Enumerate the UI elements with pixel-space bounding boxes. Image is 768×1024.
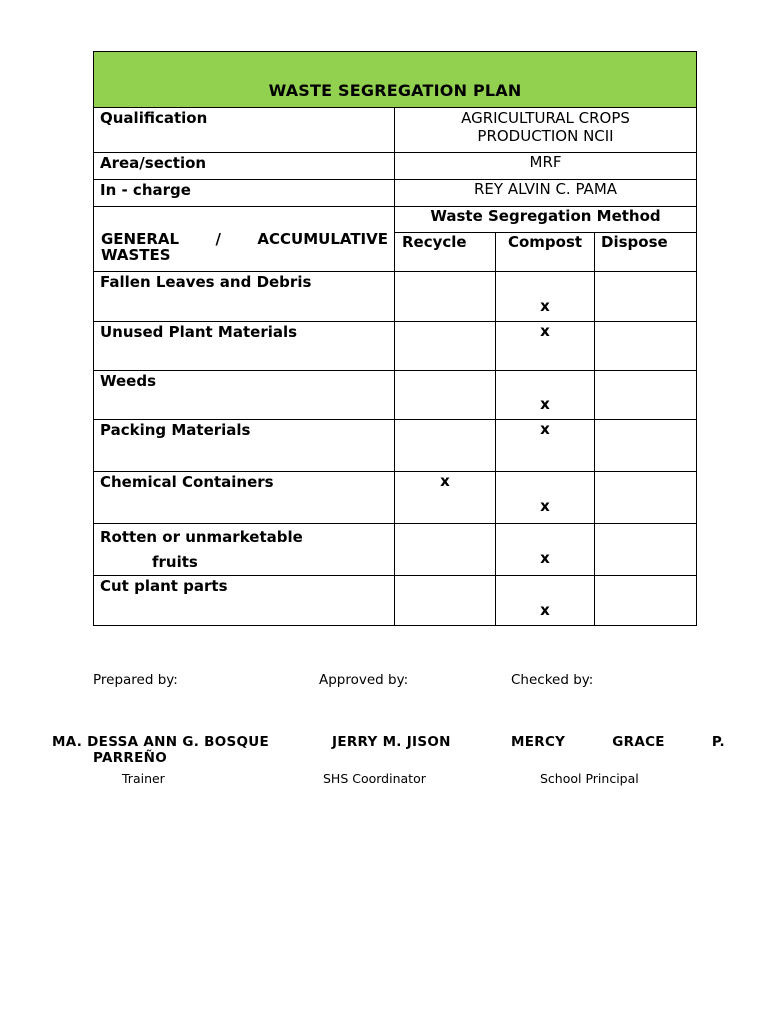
row-5-recycle: x [395,472,496,524]
general-wastes-header [94,207,395,272]
row-label-3: Weeds [94,371,395,420]
row-3-recycle [395,371,496,420]
row-5-dispose [595,472,697,524]
row-5-compost: x [496,472,595,524]
qualification-value [395,108,697,153]
row-7-recycle [395,576,496,626]
general-line-2: WASTES [101,246,171,264]
col-compost: Compost [496,233,595,272]
trainer-role: Trainer [122,771,165,786]
row-2-dispose [595,322,697,371]
row-6-label-line-2: fruits [152,553,198,571]
general-word-3: ACCUMULATIVE [257,230,388,248]
waste-segregation-table [93,51,697,626]
general-line-1 [101,231,388,247]
principal-role: School Principal [540,771,639,786]
plan-title: WASTE SEGREGATION PLAN [268,81,522,100]
row-label-1: Fallen Leaves and Debris [94,272,395,322]
row-label-7: Cut plant parts [94,576,395,626]
row-4-recycle [395,420,496,472]
qualification-label: Qualification [94,108,395,153]
row-1-compost: x [496,272,595,322]
row-6-dispose [595,524,697,576]
coordinator-name: JERRY M. JISON [332,734,451,750]
principal-name-word-3: P. [711,734,725,750]
row-7-compost: x [496,576,595,626]
approved-by-label: Approved by: [319,672,409,688]
row-6-label-line-1: Rotten or unmarketable [100,528,303,546]
row-label-6 [94,524,395,576]
row-2-compost: x [496,322,595,371]
incharge-value: REY ALVIN C. PAMA [395,180,697,207]
row-4-dispose [595,420,697,472]
trainer-name-line-2: PARREÑO [93,750,167,766]
row-4-compost: x [496,420,595,472]
qualification-line-2: PRODUCTION NCII [477,127,614,145]
row-3-compost: x [496,371,595,420]
row-2-recycle [395,322,496,371]
area-label: Area/section [94,153,395,180]
incharge-label: In - charge [94,180,395,207]
row-label-5: Chemical Containers [94,472,395,524]
row-7-dispose [595,576,697,626]
checked-by-label: Checked by: [511,672,594,688]
general-word-2: / [215,230,221,248]
row-label-4: Packing Materials [94,420,395,472]
principal-name [511,734,725,750]
row-1-recycle [395,272,496,322]
row-label-2: Unused Plant Materials [94,322,395,371]
trainer-name-line-1: MA. DESSA ANN G. BOSQUE [52,734,270,750]
row-6-recycle [395,524,496,576]
col-dispose: Dispose [595,233,697,272]
row-1-dispose [595,272,697,322]
prepared-by-label: Prepared by: [93,672,178,688]
principal-name-word-1: MERCY [511,734,566,750]
title-cell [94,52,697,108]
area-value: MRF [395,153,697,180]
coordinator-role: SHS Coordinator [323,771,426,786]
principal-name-word-2: GRACE [612,734,665,750]
row-6-compost: x [496,524,595,576]
row-3-dispose [595,371,697,420]
col-recycle: Recycle [395,233,496,272]
method-header: Waste Segregation Method [395,207,697,233]
qualification-line-1: AGRICULTURAL CROPS [461,109,630,127]
general-word-1: GENERAL [101,230,180,248]
